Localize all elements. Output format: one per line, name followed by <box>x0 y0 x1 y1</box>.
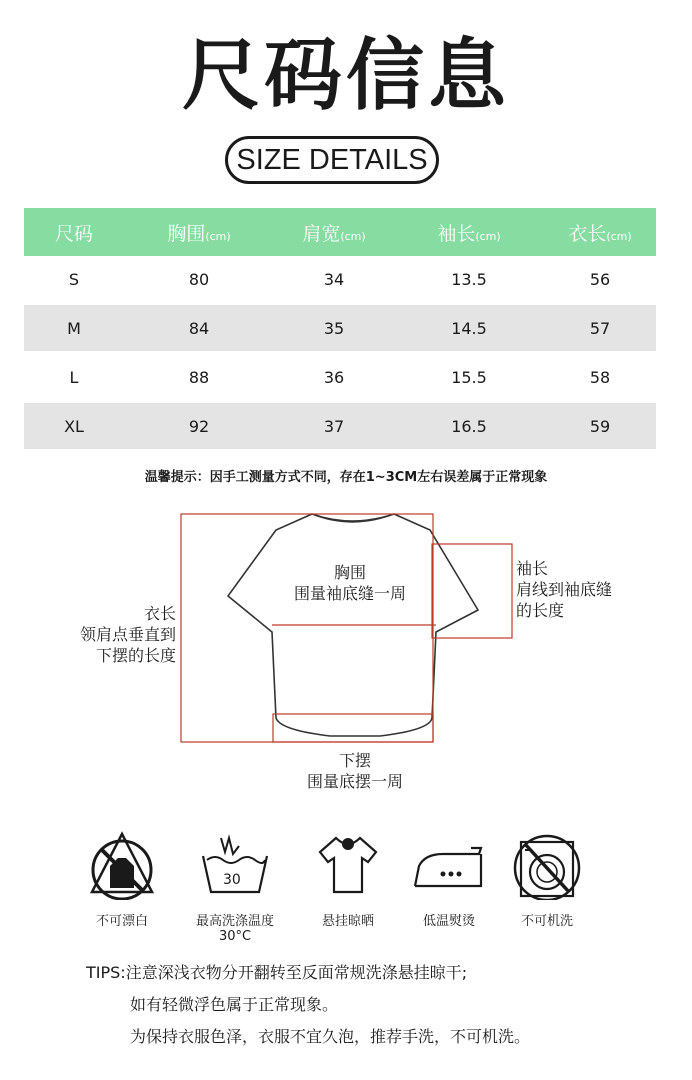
table-cell: 92 <box>124 403 274 449</box>
table-cell: 16.5 <box>394 403 544 449</box>
header-length: 衣长(cm) <box>544 208 656 256</box>
sleeve-label: 袖长 肩线到袖底缝 的长度 <box>516 559 613 620</box>
table-cell: S <box>68 269 80 289</box>
svg-text:30: 30 <box>223 872 241 888</box>
table-header-row <box>24 208 656 256</box>
header-sleeve: 袖长(cm) <box>394 208 544 256</box>
tips-line: TIPS:注意深浅衣物分开翻转至反面常规洗涤悬挂晾干; <box>86 963 468 982</box>
size-table <box>24 208 656 449</box>
table-cell: M <box>24 305 124 351</box>
table-cell: 14.5 <box>394 305 544 351</box>
care-label: 悬挂晾晒 <box>321 914 374 929</box>
table-cell: 80 <box>188 269 210 289</box>
table-cell: 88 <box>188 367 210 387</box>
care-item <box>180 830 290 944</box>
table-cell: XL <box>24 403 124 449</box>
table-cell: L <box>69 367 79 387</box>
table-row <box>24 305 656 351</box>
subtitle: SIZE DETAILS <box>236 144 428 176</box>
no-bleach-icon <box>88 830 156 900</box>
tips-line: 为保持衣服色泽，衣服不宜久泡，推荐手洗，不可机洗。 <box>130 1027 531 1046</box>
low-iron-icon <box>409 830 489 900</box>
care-item <box>293 830 403 929</box>
header-size: 尺码 <box>24 208 124 256</box>
length-label: 衣长 领肩点垂直到 下摆的长度 <box>79 604 176 665</box>
table-cell: 36 <box>323 367 345 387</box>
header-shoulder: 肩宽(cm) <box>274 208 394 256</box>
table-row <box>24 403 656 449</box>
table-cell: 13.5 <box>451 269 487 289</box>
table-cell: 84 <box>124 305 274 351</box>
measurement-note: 温馨提示：因手工测量方式不同，存在1~3CM左右误差属于正常现象 <box>144 470 548 485</box>
hem-label: 下摆 围量底摆一周 <box>306 751 403 791</box>
header-chest: 胸围(cm) <box>124 208 274 256</box>
table-cell: 57 <box>544 305 656 351</box>
page-title: 尺码信息 <box>181 31 510 121</box>
care-label: 不可机洗 <box>520 914 573 929</box>
wash-temperature-icon <box>195 830 275 900</box>
care-label: 最高洗涤温度30°C <box>195 914 274 944</box>
table-cell: 59 <box>544 403 656 449</box>
table-cell: 35 <box>274 305 394 351</box>
no-machine-wash-icon <box>511 830 583 900</box>
tips-line: 如有轻微浮色属于正常现象。 <box>130 995 339 1014</box>
chest-label: 胸围 围量袖底缝一周 <box>293 563 406 603</box>
table-cell: 56 <box>589 269 611 289</box>
care-item <box>492 830 602 929</box>
table-row <box>24 354 656 400</box>
table-cell: 37 <box>274 403 394 449</box>
table-row <box>24 256 656 302</box>
table-cell: 15.5 <box>451 367 487 387</box>
care-label: 不可漂白 <box>95 914 148 929</box>
table-cell: 34 <box>323 269 345 289</box>
care-item <box>67 830 177 929</box>
care-item <box>394 830 504 929</box>
table-cell: 58 <box>589 367 611 387</box>
care-label: 低温熨烫 <box>422 914 475 929</box>
hang-dry-icon <box>312 830 384 900</box>
